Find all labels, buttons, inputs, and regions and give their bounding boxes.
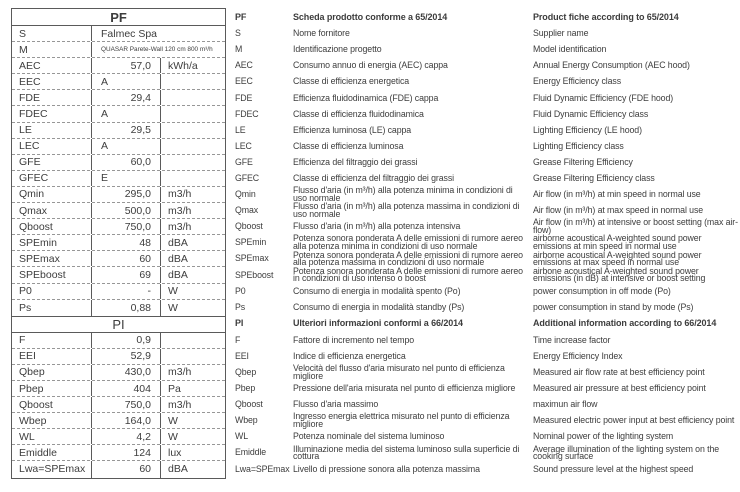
product-fiche-table (11, 8, 226, 479)
desc-text-it: Efficienza fluidodinamica (FDE) cappa (293, 92, 439, 103)
desc-text-en: Model identification (533, 44, 607, 55)
desc-text-en: power consumption in off mode (Po) (533, 285, 671, 296)
section-header-row (12, 9, 225, 26)
row-value: E (92, 171, 161, 186)
row-unit (161, 333, 225, 348)
desc-text-en: Air flow (in m³/h) at intensive or boost setting (max air-flow) (533, 217, 738, 236)
row-code: F (12, 333, 92, 348)
desc-row (533, 300, 739, 316)
desc-row (533, 397, 739, 413)
table-row (12, 267, 225, 283)
desc-code: F (235, 334, 241, 345)
row-code: EEI (12, 349, 92, 364)
desc-text-en: Sound pressure level at the highest speed (533, 463, 694, 474)
row-value: Falmec Spa (101, 27, 158, 40)
table-row (12, 203, 225, 219)
desc-code: PI (235, 318, 244, 329)
row-value: 124 (92, 445, 161, 460)
desc-text-it: Flusso d'aria (in m³/h) alla potenza intensiva (293, 221, 461, 232)
desc-row (533, 123, 739, 139)
row-unit: W (168, 414, 178, 427)
row-code: WL (12, 429, 92, 444)
row-unit: W (168, 301, 178, 314)
desc-row (533, 316, 739, 333)
desc-text-it: Consumo annuo di energia (AEC) cappa (293, 60, 448, 71)
table-row (12, 397, 225, 413)
desc-row (235, 445, 527, 461)
desc-text-it: Potenza nominale del sistema luminoso (293, 431, 445, 442)
desc-row (533, 26, 739, 42)
desc-row (533, 90, 739, 106)
desc-text-it: Velocità del flusso d'aria misurato nel punto di efficienza migliore (293, 363, 505, 381)
table-row (12, 429, 225, 445)
desc-code: Ps (235, 301, 246, 312)
desc-code: Qmax (235, 205, 259, 216)
descriptions-italian (235, 9, 527, 478)
desc-text-en: Additional information according to 66/2014 (533, 318, 717, 329)
row-code: Qbep (12, 365, 92, 380)
desc-row (533, 42, 739, 58)
row-code: GFEC (12, 171, 92, 186)
table-row (12, 42, 225, 58)
row-code: Pbep (12, 381, 92, 396)
row-unit: W (168, 285, 178, 298)
desc-text-it: Ingresso energia elettrica misurato nel punto di efficienza migliore (293, 411, 510, 430)
row-unit (161, 171, 225, 186)
desc-row (235, 333, 527, 349)
section-title: PF (110, 9, 127, 25)
desc-text-en: power consumption in stand by mode (Ps) (533, 301, 694, 312)
desc-code: LEC (235, 140, 252, 151)
row-code: P0 (12, 284, 92, 299)
row-value: - (92, 284, 161, 299)
desc-code: Wbep (235, 415, 258, 426)
table-row (12, 139, 225, 155)
desc-row (533, 251, 739, 267)
desc-text-en: Lighting Efficiency (LE hood) (533, 124, 642, 135)
row-unit: dBA (168, 236, 188, 249)
desc-code: EEC (235, 76, 253, 87)
desc-row (235, 106, 527, 122)
desc-code: P0 (235, 285, 246, 296)
row-value: QUASAR Parete-Wall 120 cm 800 m³/h (101, 46, 213, 54)
row-code: LE (12, 123, 92, 138)
row-value: 750,0 (92, 219, 161, 234)
desc-text-it: Classe di efficienza luminosa (293, 140, 404, 151)
row-unit (161, 74, 225, 89)
desc-code: Qmin (235, 189, 256, 200)
row-value: 48 (92, 235, 161, 250)
desc-code: S (235, 28, 241, 39)
table-row (12, 187, 225, 203)
desc-row (533, 155, 739, 171)
desc-code: AEC (235, 60, 253, 71)
desc-row (533, 106, 739, 122)
desc-text-it: Potenza sonora ponderata A delle emissioni di rumore aereo alla potenza minima in condizioni di uso normale (293, 233, 523, 252)
desc-text-it: Consumo di energia in modalità standby (Ps) (293, 301, 465, 312)
desc-code: SPEboost (235, 269, 274, 280)
table-row (12, 300, 225, 316)
desc-text-en: Energy Efficiency class (533, 76, 621, 87)
row-unit: dBA (168, 268, 188, 281)
row-unit: m3/h (168, 398, 192, 411)
row-unit (161, 106, 225, 121)
desc-row (533, 171, 739, 187)
desc-text-it: Classe di efficienza energetica (293, 76, 410, 87)
table-row (12, 413, 225, 429)
desc-text-en: Lighting Efficiency class (533, 140, 624, 151)
table-row (12, 349, 225, 365)
desc-text-en: Measured air flow rate at best efficiency point (533, 367, 705, 378)
desc-row (235, 74, 527, 90)
table-row (12, 123, 225, 139)
row-unit: m3/h (168, 366, 192, 379)
row-code: Wbep (12, 413, 92, 428)
table-row (12, 461, 225, 477)
desc-text-it: Classe di efficienza del filtraggio dei grassi (293, 172, 454, 183)
desc-text-it: Identificazione progetto (293, 44, 382, 55)
desc-row (533, 445, 739, 461)
desc-code: PF (235, 11, 247, 22)
row-value: A (92, 74, 161, 89)
desc-text-en: Nominal power of the lighting system (533, 431, 674, 442)
row-code: Emiddle (12, 445, 92, 460)
desc-row (235, 123, 527, 139)
row-value: 404 (92, 381, 161, 396)
desc-text-en: Fluid Dynamic Efficiency class (533, 108, 649, 119)
desc-text-en: Fluid Dynamic Efficiency (FDE hood) (533, 92, 674, 103)
desc-text-en: Grease Filtering Efficiency (533, 156, 633, 167)
desc-row (533, 58, 739, 74)
row-code: M (12, 42, 92, 57)
desc-row (533, 267, 739, 283)
table-row (12, 171, 225, 187)
row-value: 164,0 (92, 413, 161, 428)
desc-code: FDEC (235, 108, 259, 119)
table-row (12, 58, 225, 74)
desc-code: Qboost (235, 399, 263, 410)
desc-row (533, 333, 739, 349)
table-row (12, 90, 225, 106)
desc-row (235, 300, 527, 316)
row-value: 430,0 (92, 365, 161, 380)
desc-row (235, 90, 527, 106)
desc-row (533, 429, 739, 445)
desc-code: LE (235, 124, 246, 135)
row-unit: Pa (168, 382, 181, 395)
row-unit: m3/h (168, 188, 192, 201)
table-row (12, 26, 225, 42)
desc-row (533, 461, 739, 477)
row-value: 60 (92, 461, 161, 477)
desc-text-en: Measured air pressure at best efficiency point (533, 383, 706, 394)
desc-text-en: Supplier name (533, 28, 589, 39)
row-code: FDEC (12, 106, 92, 121)
desc-row (533, 235, 739, 251)
desc-code: GFEC (235, 172, 260, 183)
desc-row (533, 284, 739, 300)
table-row (12, 235, 225, 251)
desc-row (533, 139, 739, 155)
desc-code: Qboost (235, 221, 263, 232)
row-unit (161, 90, 225, 105)
desc-text-it: Classe di efficienza fluidodinamica (293, 108, 424, 119)
table-row (12, 106, 225, 122)
desc-row (235, 267, 527, 283)
section-header-row (12, 316, 225, 333)
row-value: A (92, 106, 161, 121)
table-row (12, 381, 225, 397)
row-value: 52,9 (92, 349, 161, 364)
desc-text-it: Efficienza del filtraggio dei grassi (293, 156, 418, 167)
row-unit: W (168, 430, 178, 443)
row-unit (161, 155, 225, 170)
desc-text-it: Efficienza luminosa (LE) cappa (293, 124, 412, 135)
desc-text-it: Pressione dell'aria misurata nel punto di efficienza migliore (293, 383, 516, 394)
desc-row (533, 9, 739, 26)
desc-text-en: airbone acoustical A-weighted sound power emissions (in dB) at intensive or boost setting (533, 265, 706, 284)
desc-text-en: Grease Filtering Efficiency class (533, 172, 655, 183)
row-value: 500,0 (92, 203, 161, 218)
desc-row (235, 203, 527, 219)
desc-code: M (235, 44, 243, 55)
desc-text-it: Indice di efficienza energetica (293, 350, 406, 361)
desc-row (235, 413, 527, 429)
table-row (12, 445, 225, 461)
desc-code: WL (235, 431, 248, 442)
row-code: Ps (12, 300, 92, 316)
desc-row (235, 139, 527, 155)
table-row (12, 155, 225, 171)
row-value: 29,4 (92, 90, 161, 105)
row-code: FDE (12, 90, 92, 105)
desc-text-en: Measured electric power input at best efficiency point (533, 415, 735, 426)
desc-text-it: Nome fornitore (293, 28, 350, 39)
desc-row (533, 74, 739, 90)
desc-text-it: Ulteriori informazioni conformi a 66/2014 (293, 318, 463, 329)
desc-text-en: airborne acoustical A-weighted sound power emissions at max speed in normal use (533, 249, 702, 268)
descriptions-english (533, 9, 739, 478)
desc-row (235, 58, 527, 74)
desc-code: Qbep (235, 367, 257, 378)
desc-text-it: Potenza sonora ponderata A delle emissioni di rumore aereo alla potenza massima in condizioni di uso normale (293, 249, 523, 268)
row-value: 69 (92, 267, 161, 282)
desc-text-en: maximun air flow (533, 399, 598, 410)
desc-row (235, 316, 527, 333)
desc-code: FDE (235, 92, 253, 103)
table-row (12, 74, 225, 90)
desc-text-it: Flusso d'aria massimo (293, 399, 379, 410)
desc-text-en: Time increase factor (533, 334, 611, 345)
desc-code: Lwa=SPEmax (235, 463, 290, 474)
row-value: 4,2 (92, 429, 161, 444)
desc-code: SPEmax (235, 253, 269, 264)
row-value: A (92, 139, 161, 154)
table-row (12, 251, 225, 267)
row-value: 60,0 (92, 155, 161, 170)
desc-text-it: Fattore di incremento nel tempo (293, 334, 415, 345)
row-unit: dBA (168, 463, 188, 476)
row-value: 60 (92, 251, 161, 266)
row-code: Qmax (12, 203, 92, 218)
desc-text-it: Scheda prodotto conforme a 65/2014 (293, 11, 448, 22)
row-code: EEC (12, 74, 92, 89)
row-value: 750,0 (92, 397, 161, 412)
desc-row (533, 349, 739, 365)
desc-code: Emiddle (235, 447, 267, 458)
row-code: SPEmin (12, 235, 92, 250)
row-value: 295,0 (92, 187, 161, 202)
desc-row (235, 155, 527, 171)
row-unit: kWh/a (168, 59, 198, 72)
desc-row (235, 42, 527, 58)
desc-code: GFE (235, 156, 253, 167)
row-code: Qboost (12, 397, 92, 412)
row-unit: m3/h (168, 204, 192, 217)
desc-row (235, 26, 527, 42)
row-value: 0,88 (92, 300, 161, 316)
row-code: LEC (12, 139, 92, 154)
desc-row (235, 461, 527, 477)
row-code: SPEboost (12, 267, 92, 282)
desc-row (235, 365, 527, 381)
desc-text-it: Flusso d'aria (in m³/h) alla potenza massima in condizioni di uso normale (293, 201, 520, 220)
desc-text-it: Flusso d'aria (in m³/h) alla potenza minima in condizioni di uso normale (293, 185, 513, 203)
desc-text-en: Energy Efficiency Index (533, 350, 623, 361)
row-code: AEC (12, 58, 92, 73)
desc-row (235, 381, 527, 397)
row-code: GFE (12, 155, 92, 170)
table-row (12, 219, 225, 235)
desc-text-en: Annual Energy Consumption (AEC hood) (533, 60, 690, 71)
row-value: 29,5 (92, 123, 161, 138)
desc-code: Pbep (235, 383, 256, 394)
desc-row (533, 365, 739, 381)
row-code: S (12, 26, 92, 41)
row-unit: m3/h (168, 220, 192, 233)
row-unit (161, 349, 225, 364)
row-value: 0,9 (92, 333, 161, 348)
desc-text-en: Air flow (in m³/h) at min speed in normal use (533, 189, 701, 200)
row-code: Qmin (12, 187, 92, 202)
desc-text-en: Average illumination of the lighting system on the cooking surface (533, 443, 720, 462)
row-unit: lux (168, 446, 182, 459)
desc-text-en: Product fiche according to 65/2014 (533, 11, 679, 22)
row-unit (161, 123, 225, 138)
section-title: PI (112, 316, 125, 332)
row-value: 57,0 (92, 58, 161, 73)
desc-row (235, 251, 527, 267)
table-row (12, 284, 225, 300)
row-unit (161, 139, 225, 154)
desc-text-it: Consumo di energia in modalità spento (Po) (293, 285, 461, 296)
table-row (12, 365, 225, 381)
row-code: Lwa=SPEmax (12, 461, 92, 477)
desc-code: SPEmin (235, 237, 267, 248)
desc-text-en: airborne acoustical A-weighted sound power emissions at min speed in normal use (533, 233, 702, 252)
desc-row (533, 187, 739, 203)
desc-row (235, 235, 527, 251)
row-code: Qboost (12, 219, 92, 234)
desc-text-en: Air flow (in m³/h) at max speed in normal use (533, 205, 704, 216)
desc-row (533, 413, 739, 429)
desc-text-it: Illuminazione media del sistema luminoso sulla superficie di cottura (293, 443, 520, 462)
row-code: SPEmax (12, 251, 92, 266)
desc-row (235, 429, 527, 445)
desc-row (533, 381, 739, 397)
desc-text-it: Livello di pressione sonora alla potenza massima (293, 463, 480, 474)
row-unit: dBA (168, 252, 188, 265)
desc-row (235, 284, 527, 300)
desc-code: EEI (235, 350, 249, 361)
table-row (12, 333, 225, 349)
desc-row (235, 9, 527, 26)
desc-text-it: Potenza sonora ponderata A delle emissioni di rumore aereo in condizioni di uso intenso o boost (293, 265, 523, 284)
